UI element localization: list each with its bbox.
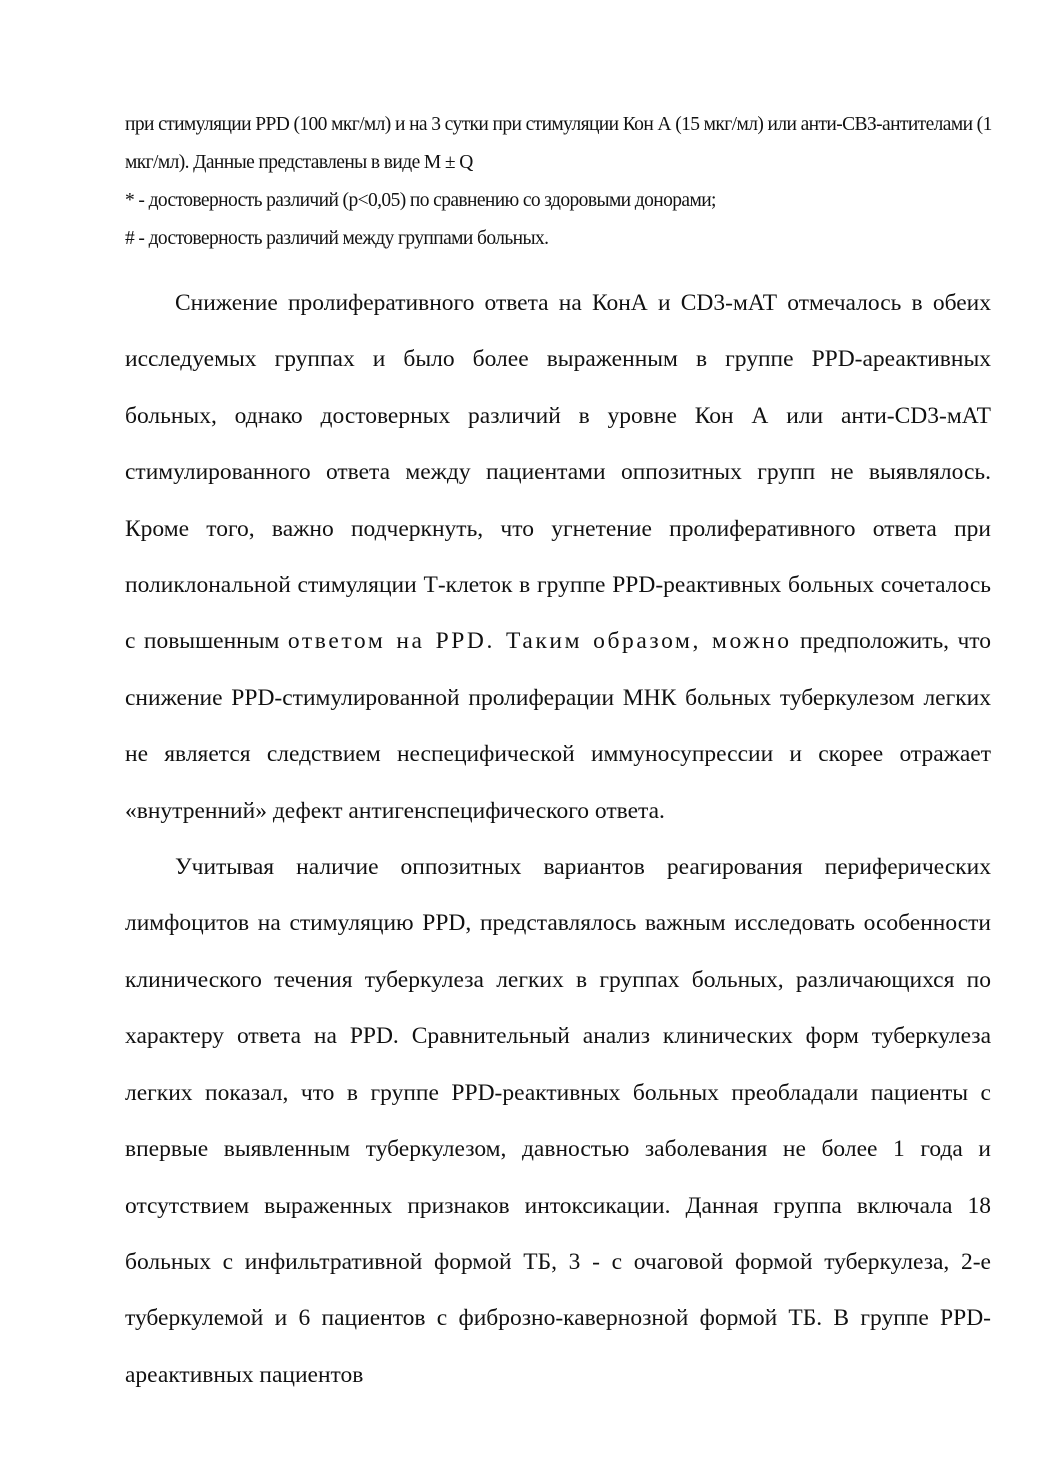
table-notes <box>125 106 995 258</box>
paragraph-clinical-forms: Учитывая наличие оппозитных вариантов реагирования периферических лимфоцитов на стимуляцию PPD, представлялось важным исследовать особенности клинического течения туберкулеза легких в группах больных, различающихся по характеру ответа на PPD. Сравнительный анализ клинических форм туберкулеза легких показал, что в группе PPD-реактивных больных преобладали пациенты с впервые выявленным туберкулезом, давностью заболевания не более 1 года и отсутствием выраженных признаков интоксикации. Данная группа включала 18 больных с инфильтративной формой ТБ, 3 - с очаговой формой туберкулеза, 2-е туберкулемой и 6 пациентов с фиброзно-кавернозной формой ТБ. В группе PPD-ареактивных пациентов <box>125 854 991 1388</box>
paragraph-text-spaced: ответом на PPD. Таким образом, можно <box>287 628 792 655</box>
paragraph-text-part: Снижение пролиферативного ответа на КонА и CD3-мАТ отмечалось в обеих исследуемых группах и было более выраженным в группе PPD-ареактивных больных, однако достоверных различий в уровне Кон А или анти-CD3-мАТ стимулированного ответа между пациентами оппозитных групп не выявлялось. Кроме того, важно подчеркнуть, что угнетение пролиферативного ответа при поликлональной стимуляции Т-клеток в группе PPD-реактивных больных сочеталось с повышенным <box>125 290 991 655</box>
footnote-significance-donors: * - достоверность различий (p<0,05) по сравнению со здоровыми донорами; <box>125 190 716 211</box>
footnote-significance-groups: # - достоверность различий между группами больных. <box>125 228 549 249</box>
body-text <box>125 275 991 1403</box>
paragraph-proliferation <box>125 275 991 839</box>
table-caption-continuation: при стимуляции PPD (100 мкг/мл) и на 3 сутки при стимуляции Кон А (15 мкг/мл) или анти-СВЗ-антителами (1 мкг/мл). Данные представлены в виде M ± Q <box>125 114 992 173</box>
paragraph-text-part: предположить, что снижение PPD-стимулированной пролиферации МНК больных туберкулезом легких не является следствием неспецифической иммуносупрессии и скорее отражает «внутренний» дефект антигенспецифического ответа. <box>125 628 991 824</box>
